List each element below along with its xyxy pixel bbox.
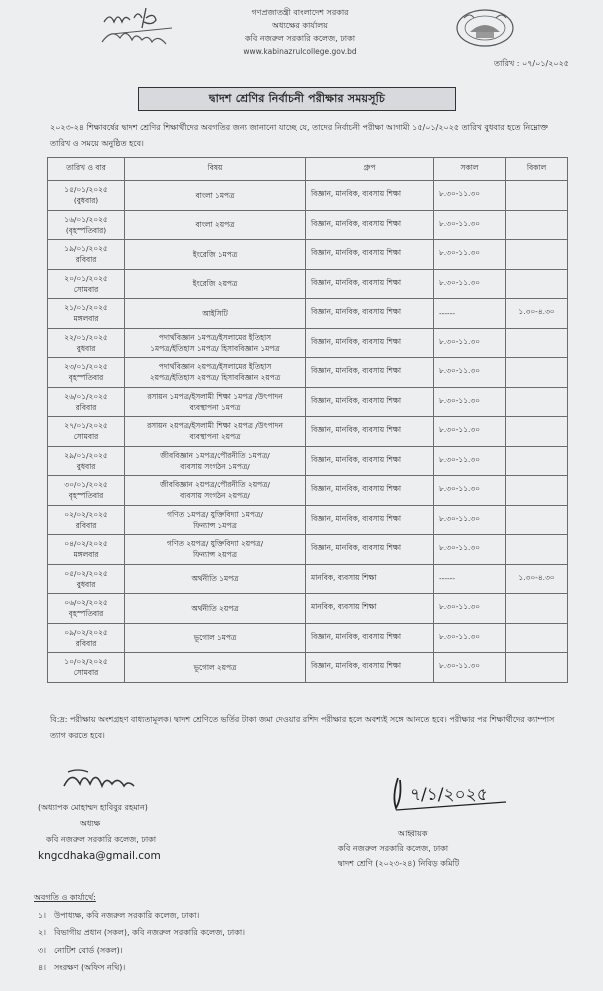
cell-afternoon xyxy=(506,417,568,447)
notice-note: বি:দ্র: পরীক্ষায় অংশগ্রহণ বাধ্যতামূলক। দ্বাদশ শ্রেণিতে ভর্তির টাকা জমা দেওয়ার রশিদ পরীক্ষার হলে অবশ্যই সঙ্গে আনতে হবে। পরীক্ষার পর শিক্ষার্থীদের ক্যাম্পাস ত্যাগ করতে হবে। xyxy=(50,715,555,740)
exam-day: সোমবার xyxy=(73,284,99,294)
subject-line: ১মপত্র/ইতিহাস ১মপত্র/ হিসাববিজ্ঞান ১মপত্র xyxy=(150,343,280,353)
cell-date xyxy=(48,476,125,506)
exam-day: বৃহস্পতিবার xyxy=(68,373,104,383)
col-header-date: তারিখ ও বার xyxy=(48,158,125,181)
schedule-body xyxy=(48,181,568,683)
cell-date xyxy=(48,623,125,653)
cell-afternoon xyxy=(506,446,568,476)
cell-subject xyxy=(125,240,306,270)
subject-line: বাংলা ২য়পত্র xyxy=(195,220,235,230)
cell-morning: ------ xyxy=(434,564,506,594)
cell-date xyxy=(48,446,125,476)
cell-morning: ৮.৩০-১১.৩০ xyxy=(434,535,506,565)
cell-date xyxy=(48,387,125,417)
exam-day: রবিবার xyxy=(75,402,97,412)
notice-title: দ্বাদশ শ্রেণির নির্বাচনী পরীক্ষার সময়সূচি xyxy=(138,87,456,111)
subject-line: ব্যবসায় সংগঠন ১মপত্র/ xyxy=(180,461,250,471)
cell-group: বিজ্ঞান, মানবিক, ব্যবসায় শিক্ষা xyxy=(306,240,434,270)
cell-morning: ৮.৩০-১১.৩০ xyxy=(434,328,506,358)
cell-group: বিজ্ঞান, মানবিক, ব্যবসায় শিক্ষা xyxy=(306,417,434,447)
subject-line: আইসিটি xyxy=(202,308,228,318)
exam-date: ২১/০১/২০২৫ xyxy=(64,303,108,313)
principal-college: কবি নজরুল সরকারি কলেজ, ঢাকা xyxy=(46,835,157,844)
cell-subject xyxy=(125,623,306,653)
cell-morning: ৮.৩০-১১.৩০ xyxy=(434,240,506,270)
cell-afternoon: ১.৩০-৪.৩০ xyxy=(506,564,568,594)
col-header-subject: বিষয় xyxy=(125,158,306,181)
exam-date: ১৫/০১/২০২৫ xyxy=(64,185,108,195)
handwritten-date: ৭/১/২০২৫ xyxy=(410,785,488,805)
subject-line: ২য়পত্র/ইতিহাস ২য়পত্র/ হিসাববিজ্ঞান ২য়পত্র xyxy=(149,373,281,383)
committee-name: দ্বাদশ শ্রেণি (২০২৩-২৪) নিবিড় কমিটি xyxy=(338,859,460,868)
exam-day: বুধবার xyxy=(76,579,96,589)
subject-line: ইংরেজি ১মপত্র xyxy=(192,249,238,259)
table-row xyxy=(48,181,568,211)
table-header-row xyxy=(48,158,568,181)
table-row xyxy=(48,210,568,240)
cell-morning: ৮.৩০-১১.৩০ xyxy=(434,653,506,683)
cell-morning: ৮.৩০-১১.৩০ xyxy=(434,210,506,240)
cell-group: বিজ্ঞান, মানবিক, ব্যবসায় শিক্ষা xyxy=(306,269,434,299)
exam-day: বুধবার xyxy=(76,461,96,471)
cell-date xyxy=(48,181,125,211)
exam-date: ০৪/০২/২০২৫ xyxy=(64,539,108,549)
exam-day: রবিবার xyxy=(75,520,97,530)
cell-morning: ৮.৩০-১১.৩০ xyxy=(434,446,506,476)
issue-date: তারিখ : ০৭/০১/২০২৫ xyxy=(493,59,569,68)
subject-line: অর্থনীতি ১মপত্র xyxy=(191,574,239,584)
cell-subject xyxy=(125,358,306,388)
cell-morning: ৮.৩০-১১.৩০ xyxy=(434,387,506,417)
website-text: www.kabinazrulcollege.gov.bd xyxy=(243,47,357,56)
letterhead xyxy=(190,6,410,58)
cell-morning: ৮.৩০-১১.৩০ xyxy=(434,476,506,506)
cell-afternoon xyxy=(506,476,568,506)
cell-afternoon xyxy=(506,623,568,653)
govt-line: গণপ্রজাতন্ত্রী বাংলাদেশ সরকার xyxy=(251,8,349,17)
table-row xyxy=(48,594,568,624)
cell-subject xyxy=(125,594,306,624)
subject-line: ফিন্যান্স ২য়পত্র xyxy=(193,550,237,560)
convener-college: কবি নজরুল সরকারি কলেজ, ঢাকা xyxy=(338,844,449,853)
exam-date: ২৭/০১/২০২৫ xyxy=(64,421,108,431)
list-item: ১। উপাধ্যক্ষ, কবি নজরুল সরকারি কলেজ, ঢাকা। xyxy=(37,910,200,920)
table-row xyxy=(48,358,568,388)
exam-day: সোমবার xyxy=(73,432,99,442)
exam-date: ২৯/০১/২০২৫ xyxy=(64,450,108,460)
subject-line: ব্যবস্থাপনা ২য়পত্র xyxy=(189,432,241,442)
cell-subject xyxy=(125,328,306,358)
cell-morning: ৮.৩০-১১.৩০ xyxy=(434,505,506,535)
exam-day: মঙ্গলবার xyxy=(73,314,99,324)
exam-date: ০৫/০২/২০২৫ xyxy=(64,568,108,578)
handwritten-initials xyxy=(92,4,202,56)
subject-line: রসায়ন ১মপত্র/ইসলামী শিক্ষা ১মপত্র /উৎপাদন xyxy=(147,391,283,401)
cell-afternoon xyxy=(506,653,568,683)
subject-line: ইংরেজি ২য়পত্র xyxy=(192,279,238,289)
cell-date xyxy=(48,299,125,329)
subject-line: বাংলা ১মপত্র xyxy=(195,190,235,200)
cell-afternoon: ১.৩০-৪.৩০ xyxy=(506,299,568,329)
cell-subject xyxy=(125,653,306,683)
cell-subject xyxy=(125,417,306,447)
principal-signature-icon xyxy=(60,764,150,798)
table-row xyxy=(48,269,568,299)
cell-date xyxy=(48,269,125,299)
cell-group: বিজ্ঞান, মানবিক, ব্যবসায় শিক্ষা xyxy=(306,358,434,388)
cell-subject xyxy=(125,210,306,240)
table-row xyxy=(48,387,568,417)
cell-subject xyxy=(125,535,306,565)
exam-date: ২০/০১/২০২৫ xyxy=(64,273,108,283)
subject-line: জীববিজ্ঞান ২য়পত্র/পৌরনীতি ২য়পত্র/ xyxy=(160,480,270,490)
subject-line: পদার্থবিজ্ঞান ১মপত্র/ইসলামের ইতিহাস xyxy=(158,332,272,342)
cell-group: বিজ্ঞান, মানবিক, ব্যবসায় শিক্ষা xyxy=(306,328,434,358)
exam-date: ০৬/০২/২০২৫ xyxy=(64,598,108,608)
cell-group: বিজ্ঞান, মানবিক, ব্যবসায় শিক্ষা xyxy=(306,535,434,565)
cell-morning: ৮.৩০-১১.৩০ xyxy=(434,623,506,653)
cell-subject xyxy=(125,387,306,417)
cell-afternoon xyxy=(506,358,568,388)
exam-day: (বৃহস্পতিবার) xyxy=(65,225,107,235)
subject-line: জীববিজ্ঞান ১মপত্র/পৌরনীতি ১মপত্র/ xyxy=(160,450,270,460)
subject-line: গণিত ১মপত্র/ যুক্তিবিদ্যা ১মপত্র/ xyxy=(167,509,263,519)
exam-day: সোমবার xyxy=(73,668,99,678)
distribution-list xyxy=(24,889,424,977)
cell-morning: ৮.৩০-১১.৩০ xyxy=(434,594,506,624)
cell-morning: ৮.৩০-১১.৩০ xyxy=(434,269,506,299)
cell-afternoon xyxy=(506,505,568,535)
table-row xyxy=(48,623,568,653)
exam-date: ২৩/০১/২০২৫ xyxy=(64,362,108,372)
cell-date xyxy=(48,358,125,388)
cell-afternoon xyxy=(506,181,568,211)
list-item: ২। বিভাগীয় প্রধান (সকল), কবি নজরুল সরকারি কলেজ, ঢাকা। xyxy=(37,928,246,937)
col-header-morning: সকাল xyxy=(434,158,506,181)
cell-morning: ৮.৩০-১১.৩০ xyxy=(434,358,506,388)
cell-group: বিজ্ঞান, মানবিক, ব্যবসায় শিক্ষা xyxy=(306,623,434,653)
cell-group: বিজ্ঞান, মানবিক, ব্যবসায় শিক্ষা xyxy=(306,476,434,506)
cell-subject xyxy=(125,299,306,329)
cell-date xyxy=(48,653,125,683)
convener-signature-block xyxy=(338,772,578,871)
exam-date: ৩০/০১/২০২৫ xyxy=(64,480,108,490)
table-row xyxy=(48,653,568,683)
exam-day: (বুধবার) xyxy=(73,196,99,206)
col-header-afternoon: বিকাল xyxy=(506,158,568,181)
table-row xyxy=(48,328,568,358)
office-line: অধ্যক্ষের কার্যালয় xyxy=(272,21,328,30)
cell-group: মানবিক, ব্যবসায় শিক্ষা xyxy=(306,564,434,594)
college-line: কবি নজরুল সরকারি কলেজ, ঢাকা xyxy=(244,34,356,43)
cell-subject xyxy=(125,446,306,476)
subject-line: অর্থনীতি ২য়পত্র xyxy=(191,603,239,613)
subject-line: ভূগোল ১মপত্র xyxy=(193,633,237,643)
table-row xyxy=(48,299,568,329)
exam-day: রবিবার xyxy=(75,255,97,265)
college-logo-icon xyxy=(452,6,518,50)
exam-day: বৃহস্পতিবার xyxy=(68,491,104,501)
cell-group: বিজ্ঞান, মানবিক, ব্যবসায় শিক্ষা xyxy=(306,387,434,417)
cell-subject xyxy=(125,269,306,299)
table-row xyxy=(48,240,568,270)
list-item: ৩। নোটিশ বোর্ড (সকল)। xyxy=(37,945,123,955)
cell-afternoon xyxy=(506,387,568,417)
cell-afternoon xyxy=(506,269,568,299)
distribution-heading: অবগতি ও কার্যার্থে: xyxy=(34,893,96,902)
cell-subject xyxy=(125,564,306,594)
cell-group: মানবিক, ব্যবসায় শিক্ষা xyxy=(306,594,434,624)
convener-signature-icon xyxy=(338,772,518,822)
exam-schedule-table xyxy=(47,157,568,683)
cell-group: বিজ্ঞান, মানবিক, ব্যবসায় শিক্ষা xyxy=(306,181,434,211)
table-row xyxy=(48,417,568,447)
cell-afternoon xyxy=(506,210,568,240)
cell-date xyxy=(48,505,125,535)
intro-paragraph: ২০২৩-২৪ শিক্ষাবর্ষের দ্বাদশ শ্রেণির শিক্ষার্থীদের অবগতির জন্য জানানো যাচ্ছে যে, তাদের নির্বাচনী পরীক্ষা আগামী ১৫/০১/২০২৫ তারিখ বুধবার হতে নিম্নোক্ত তারিখ ও সময়ে অনুষ্ঠিত হবে। xyxy=(50,123,548,148)
exam-date: ২২/০১/২০২৫ xyxy=(64,332,108,342)
exam-day: বুধবার xyxy=(76,343,96,353)
subject-line: ব্যবসায় সংগঠন ২য়পত্র/ xyxy=(180,491,250,501)
col-header-group: গ্রুপ xyxy=(306,158,434,181)
exam-day: রবিবার xyxy=(75,638,97,648)
table-row xyxy=(48,505,568,535)
subject-line: পদার্থবিজ্ঞান ২য়পত্র/ইসলামের ইতিহাস xyxy=(158,362,272,372)
subject-line: ব্যবস্থাপনা ১মপত্র xyxy=(189,402,241,412)
table-row xyxy=(48,446,568,476)
cell-group: বিজ্ঞান, মানবিক, ব্যবসায় শিক্ষা xyxy=(306,210,434,240)
list-item: ৪। সংরক্ষণ (অফিস নথি)। xyxy=(37,963,126,972)
subject-line: ভূগোল ২য়পত্র xyxy=(193,662,237,672)
table-row xyxy=(48,564,568,594)
cell-date xyxy=(48,240,125,270)
exam-date: ২৬/০১/২০২৫ xyxy=(64,391,108,401)
cell-afternoon xyxy=(506,328,568,358)
cell-afternoon xyxy=(506,240,568,270)
cell-subject xyxy=(125,505,306,535)
cell-date xyxy=(48,328,125,358)
cell-date xyxy=(48,210,125,240)
table-row xyxy=(48,535,568,565)
convener-designation: আহ্বায়ক xyxy=(398,829,428,838)
exam-date: ০৯/০২/২০২৫ xyxy=(64,627,108,637)
cell-morning: ৮.৩০-১১.৩০ xyxy=(434,417,506,447)
cell-date xyxy=(48,564,125,594)
principal-name: (অধ্যাপক মোহাম্মদ হাবিবুর রহমান) xyxy=(38,803,148,812)
cell-afternoon xyxy=(506,594,568,624)
exam-date: ১৯/০১/২০২৫ xyxy=(64,244,108,254)
exam-day: মঙ্গলবার xyxy=(73,550,99,560)
table-row xyxy=(48,476,568,506)
exam-date: ০২/০২/২০২৫ xyxy=(64,509,108,519)
college-email: kngcdhaka@gmail.com xyxy=(38,850,161,862)
exam-date: ১৬/০১/২০২৫ xyxy=(64,214,108,224)
cell-date xyxy=(48,417,125,447)
cell-date xyxy=(48,594,125,624)
cell-group: বিজ্ঞান, মানবিক, ব্যবসায় শিক্ষা xyxy=(306,299,434,329)
cell-subject xyxy=(125,181,306,211)
exam-day: বৃহস্পতিবার xyxy=(68,609,104,619)
cell-date xyxy=(48,535,125,565)
principal-signature-block xyxy=(38,764,218,862)
cell-group: বিজ্ঞান, মানবিক, ব্যবসায় শিক্ষা xyxy=(306,505,434,535)
cell-group: বিজ্ঞান, মানবিক, ব্যবসায় শিক্ষা xyxy=(306,653,434,683)
cell-group: বিজ্ঞান, মানবিক, ব্যবসায় শিক্ষা xyxy=(306,446,434,476)
exam-date: ১০/০২/২০২৫ xyxy=(64,657,108,667)
cell-morning: ৮.৩০-১১.৩০ xyxy=(434,181,506,211)
subject-line: ফিন্যান্স ১মপত্র xyxy=(193,520,237,530)
subject-line: গণিত ২য়পত্র/ যুক্তিবিদ্যা ২য়পত্র/ xyxy=(166,539,264,549)
principal-designation: অধ্যক্ষ xyxy=(80,819,101,828)
cell-afternoon xyxy=(506,535,568,565)
subject-line: রসায়ন ২য়পত্র/ইসলামী শিক্ষা ২য়পত্র /উৎপাদন xyxy=(147,421,283,431)
cell-subject xyxy=(125,476,306,506)
cell-morning: ------ xyxy=(434,299,506,329)
